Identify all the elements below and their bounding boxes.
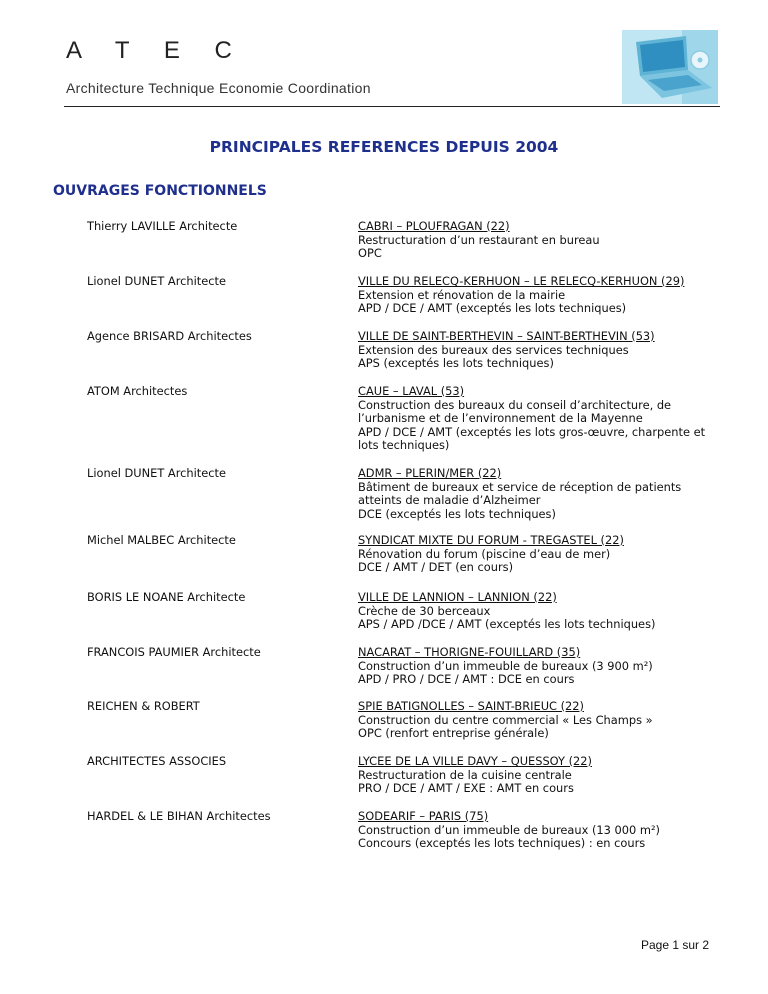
architect-name: HARDEL & LE BIHAN Architectes <box>87 809 271 823</box>
project-description: APD / DCE / AMT (exceptés les lots gros-œuvre, charpente et lots techniques) <box>358 424 706 452</box>
project-description: APD / DCE / AMT (exceptés les lots techniques) <box>358 301 627 315</box>
project-description: Rénovation du forum (piscine d’eau de mer) <box>358 546 611 561</box>
laptop-logo-icon <box>622 30 718 104</box>
project-description: OPC (renfort entreprise générale) <box>358 726 549 740</box>
project-name: NACARAT – THORIGNE-FOUILLARD (35) <box>358 645 581 659</box>
project-name: SYNDICAT MIXTE DU FORUM - TREGASTEL (22) <box>358 533 624 547</box>
project-details <box>358 810 728 851</box>
project-name: VILLE DE LANNION – LANNION (22) <box>358 590 557 604</box>
project-details <box>358 467 728 521</box>
project-details <box>358 275 728 316</box>
architect-name: Michel MALBEC Architecte <box>87 533 236 547</box>
architect-name: Lionel DUNET Architecte <box>87 274 226 288</box>
project-description: DCE / AMT / DET (en cours) <box>358 560 514 574</box>
project-description: Concours (exceptés les lots techniques) : en cours <box>358 836 646 850</box>
project-name: SODEARIF – PARIS (75) <box>358 809 489 823</box>
architect-name: REICHEN & ROBERT <box>87 699 200 713</box>
project-details <box>358 700 728 741</box>
project-details <box>358 385 728 453</box>
project-name: VILLE DE SAINT-BERTHEVIN – SAINT-BERTHEVIN (53) <box>358 329 655 343</box>
project-details <box>358 220 728 261</box>
project-name: VILLE DU RELECQ-KERHUON – LE RELECQ-KERHUON (29) <box>358 274 685 288</box>
project-description: APS / APD /DCE / AMT (exceptés les lots techniques) <box>358 617 656 631</box>
architect-name: Agence BRISARD Architectes <box>87 329 252 343</box>
project-description: Extension et rénovation de la mairie <box>358 287 566 302</box>
project-description: PRO / DCE / AMT / EXE : AMT en cours <box>358 781 574 795</box>
project-description: Restructuration d’un restaurant en bureau <box>358 232 600 247</box>
project-name: ADMR – PLERIN/MER (22) <box>358 466 502 480</box>
project-description: Construction d’un immeuble de bureaux (13 000 m²) <box>358 822 661 837</box>
project-description: Construction des bureaux du conseil d’architecture, de l’urbanisme et de l’environnement de la Mayenne <box>358 397 672 425</box>
brand-tagline: Architecture Technique Economie Coordination <box>66 80 371 96</box>
project-description: APS (exceptés les lots techniques) <box>358 356 554 370</box>
project-details <box>358 646 728 687</box>
architect-name: ARCHITECTES ASSOCIES <box>87 754 227 768</box>
brand-name: A T E C <box>66 37 246 64</box>
project-description: Restructuration de la cuisine centrale <box>358 767 572 782</box>
project-details <box>358 534 728 575</box>
project-description: Extension des bureaux des services techniques <box>358 342 629 357</box>
project-name: CAUE – LAVAL (53) <box>358 384 465 398</box>
architect-name: ATOM Architectes <box>87 384 188 398</box>
project-details <box>358 755 728 796</box>
project-description: OPC <box>358 246 382 260</box>
project-description: Bâtiment de bureaux et service de réception de patients atteints de maladie d’Alzheimer <box>358 479 682 507</box>
header-divider <box>64 106 720 107</box>
project-description: Construction du centre commercial « Les Champs » <box>358 712 653 727</box>
project-description: Construction d’un immeuble de bureaux (3 900 m²) <box>358 658 653 673</box>
project-description: DCE (exceptés les lots techniques) <box>358 506 556 521</box>
architect-name: Lionel DUNET Architecte <box>87 466 226 480</box>
project-details <box>358 330 728 371</box>
page-title: PRINCIPALES REFERENCES DEPUIS 2004 <box>209 138 559 156</box>
project-description: Crèche de 30 berceaux <box>358 603 491 618</box>
project-name: LYCEE DE LA VILLE DAVY – QUESSOY (22) <box>358 754 592 768</box>
project-name: CABRI – PLOUFRAGAN (22) <box>358 219 510 233</box>
architect-name: FRANCOIS PAUMIER Architecte <box>87 645 261 659</box>
project-name: SPIE BATIGNOLLES – SAINT-BRIEUC (22) <box>358 699 584 713</box>
architect-name: Thierry LAVILLE Architecte <box>87 219 238 233</box>
architect-name: BORIS LE NOANE Architecte <box>87 590 246 604</box>
page-number: Page 1 sur 2 <box>641 938 710 952</box>
section-heading: OUVRAGES FONCTIONNELS <box>53 183 267 199</box>
project-description: APD / PRO / DCE / AMT : DCE en cours <box>358 672 575 686</box>
project-details <box>358 591 728 632</box>
